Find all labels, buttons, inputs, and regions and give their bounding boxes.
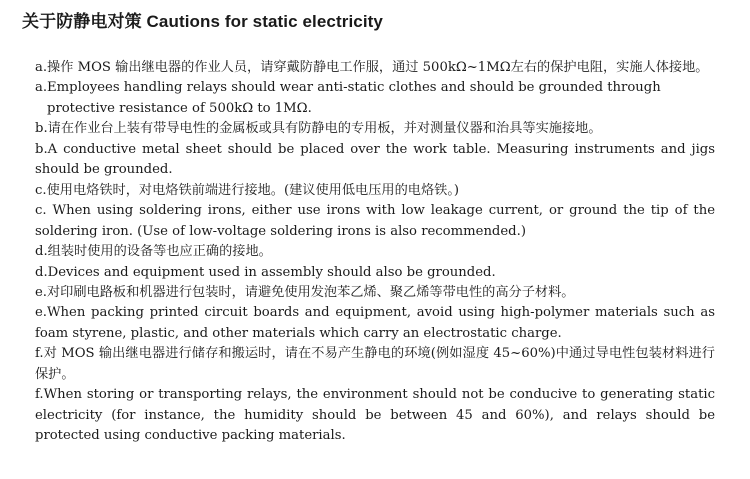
caution-d-english: d.Devices and equipment used in assembly should also be grounded. (35, 264, 496, 280)
page-title: 关于防静电对策 Cautions for static electricity (22, 12, 383, 31)
caution-a-english: a.Employees handling relays should wear anti-static clothes and should be grounded through protective resistance of 500kΩ to 1MΩ. (35, 80, 661, 116)
caution-d-chinese: d.组装时使用的设备等也应正确的接地。 (35, 244, 272, 260)
caution-f-english: f.When storing or transporting relays, the environment should not be conducive to generating static electricity (for instance, the humidity should be between 45 and 60%), and relays should be protected using conductive packing materials. (35, 387, 715, 444)
caution-c-english: c. When using soldering irons, either use irons with low leakage current, or ground the tip of the soldering iron. (Use of low-voltage soldering irons is also recommended.) (35, 203, 715, 239)
caution-f-chinese: f.对 MOS 输出继电器进行储存和搬运时，请在不易产生静电的环境(例如湿度 45~60%)中通过导电性包装材料进行保护。 (35, 346, 715, 382)
caution-e-chinese: e.对印刷电路板和机器进行包装时，请避免使用发泡苯乙烯、聚乙烯等带电性的高分子材料。 (35, 284, 575, 300)
caution-a-chinese: a.操作 MOS 输出继电器的作业人员，请穿戴防静电工作服，通过 500kΩ~1MΩ左右的保护电阻，实施人体接地。 (35, 60, 709, 75)
caution-b-chinese: b.请在作业台上装有带导电性的金属板或具有防静电的专用板，并对测量仪器和治具等实施接地。 (35, 121, 602, 137)
cautions-body (35, 58, 715, 447)
caution-b-english: b.A conductive metal sheet should be placed over the work table. Measuring instruments and jigs should be grounded. (35, 141, 715, 178)
caution-e-english: e.When packing printed circuit boards and equipment, avoid using high-polymer materials such as foam styrene, plastic, and other materials which carry an electrostatic charge. (35, 305, 715, 341)
caution-c-chinese: c.使用电烙铁时，对电烙铁前端进行接地。(建议使用低电压用的电烙铁。) (35, 182, 460, 198)
